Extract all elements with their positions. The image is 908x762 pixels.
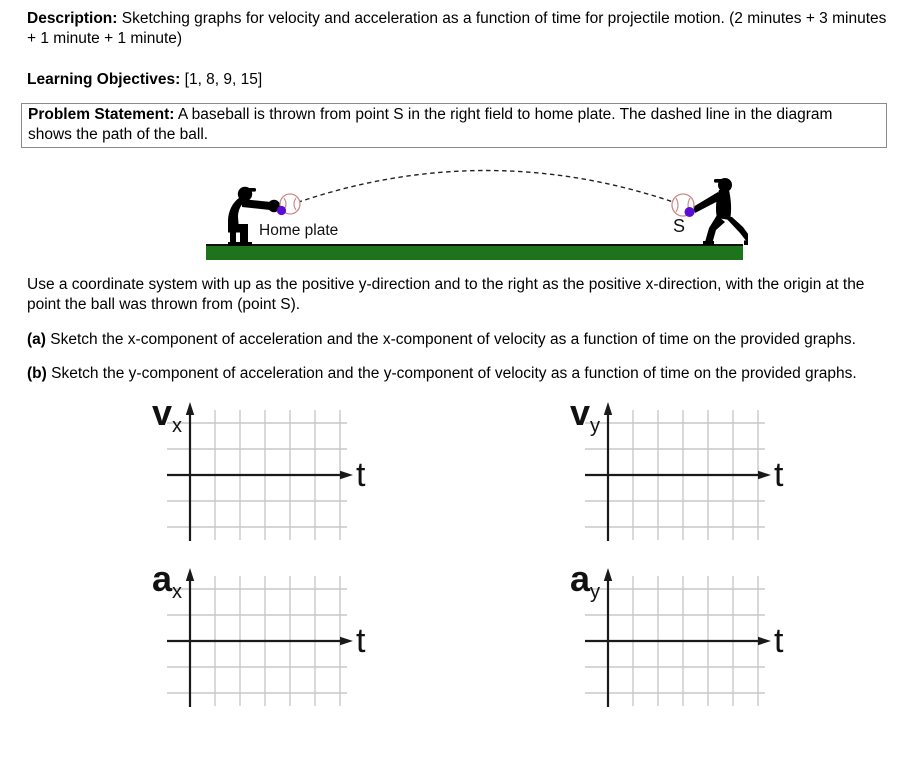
ball-marker-right [685,207,695,217]
graph-vx-y-arrowhead [186,402,194,415]
description-label: Description: [27,10,118,27]
graph-vy-time-label: t [774,456,784,494]
graph-ax [150,564,380,716]
graph-vy-label: v [570,398,591,433]
graph-ay-x-arrowhead [758,637,771,645]
graph-vx-label-subscript: x [172,415,182,437]
graph-ax-time-label: t [356,622,366,660]
problem-statement-text: A baseball is thrown from point S in the right field to home plate. The dashed line in the diagram shows the path of the ball. [28,106,833,143]
graph-ax-label-subscript: x [172,581,182,603]
graph-vx-svg [150,398,380,550]
graph-vx-label: v [152,398,173,433]
thrower-back-foot [744,241,748,246]
part-b-label: (b) [27,365,47,382]
learning-objectives-paragraph [27,70,888,90]
point-s-label: S [673,216,686,236]
part-b-paragraph [27,364,888,384]
learning-objectives-label: Learning Objectives: [27,71,181,88]
catcher-back-shin [230,230,236,244]
graph-ay-svg [568,564,798,716]
thrower-back-leg [724,216,748,242]
graph-ax-svg [150,564,380,716]
catcher-cap-brim [247,188,256,192]
graph-ax-label: a [152,564,173,599]
part-b-text: Sketch the y-component of acceleration and the y-component of velocity as a function of time on the provided graphs. [51,365,857,382]
graph-vx [150,398,380,550]
ground-top-line [206,244,743,246]
part-a-label: (a) [27,331,46,348]
baseball-diagram [203,160,888,260]
catcher-arm [242,199,271,210]
thrower-arm [693,192,720,213]
graph-vy-y-arrowhead [604,402,612,415]
thrower-silhouette [693,178,748,245]
graph-ay [568,564,798,716]
catcher-front-foot [238,242,252,246]
home-plate-label: Home plate [259,222,339,239]
graph-ay-label: a [570,564,591,599]
baseball-diagram-svg [203,160,748,260]
sketch-graphs-grid [150,398,888,716]
graph-ay-label-subscript: y [590,581,600,603]
ball-marker-left [277,206,286,215]
ground [206,246,743,260]
graph-vx-x-arrowhead [340,471,353,479]
ball-path-dashed-line [290,171,682,206]
description-text: Sketching graphs for velocity and acceleration as a function of time for projectile motion. (2 minutes + 3 minutes + 1 minute + 1 minute) [27,10,887,47]
baseball-at-home-plate [277,194,300,215]
description-paragraph [27,9,888,49]
problem-statement-label: Problem Statement: [28,106,175,123]
graph-vy-svg [568,398,798,550]
part-a-paragraph [27,330,888,350]
catcher-shin [240,230,248,244]
graph-ax-y-arrowhead [186,568,194,581]
graph-vy-label-subscript: y [590,415,600,437]
problem-statement-box [21,103,887,148]
graph-ax-x-arrowhead [340,637,353,645]
graph-vy-x-arrowhead [758,471,771,479]
graph-ay-y-arrowhead [604,568,612,581]
thrower-cap-brim [714,179,724,183]
graph-vy [568,398,798,550]
thrower-front-leg [705,215,725,244]
learning-objectives-text: [1, 8, 9, 15] [184,71,263,88]
thrower-front-foot [703,241,714,245]
graph-vx-time-label: t [356,456,366,494]
baseball-at-point-s [672,194,695,217]
coordinate-system-paragraph: Use a coordinate system with up as the positive y-direction and to the right as the positive x-direction, with the origin at the point the ball was thrown from (point S). [27,276,865,313]
part-a-text: Sketch the x-component of acceleration and the x-component of velocity as a function of time on the provided graphs. [50,331,856,348]
catcher-back-foot [228,242,238,246]
graph-ay-time-label: t [774,622,784,660]
